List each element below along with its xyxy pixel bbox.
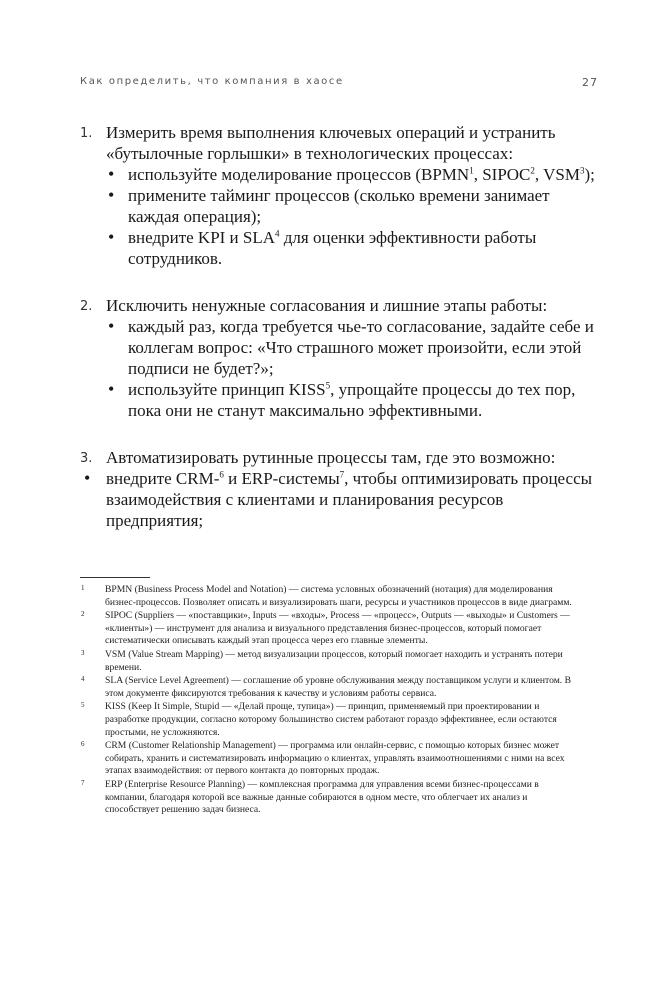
- bullet-list: [80, 316, 600, 421]
- footnote: [80, 649, 580, 674]
- list-item-text: Измерить время выполнения ключевых операций и устранить «бутылочные горлышки» в технологических процессах:: [106, 123, 556, 163]
- bullet-item: • внедрите KPI и SLA$^4$ для оценки эффективности работы сотрудников.: [80, 227, 600, 269]
- footnote: [80, 610, 580, 648]
- list-item-number: 3.: [80, 451, 93, 466]
- footnote-text: ERP (Enterprise Resource Planning) — комплексная программа для управления всеми бизнес-процессами в компании, благодаря которой все важные данные собираются в одном месте, что облегчает их анализ и способствует решению задач бизнеса.: [105, 778, 539, 816]
- main-text: [80, 122, 600, 557]
- footnote-ref: 3: [579, 165, 585, 176]
- bullet-item: • используйте моделирование процессов (BPMN$^1$, SIPOC$^2$, VSM$^3$);: [80, 164, 600, 185]
- footnote-text: BPMN (Business Process Model and Notation) — система условных обозначений (нотация) для моделирования бизнес-процессов. Позволяет описать и визуализировать шаги, ресурсы и участников процессов в виде диаграмм.: [105, 584, 572, 608]
- page-number: 27: [582, 76, 598, 89]
- list-item-text: Автоматизировать рутинные процессы там, где это возможно:: [106, 448, 556, 467]
- footnote-ref: 4: [275, 228, 280, 239]
- footnote-mark: 4: [81, 675, 85, 684]
- footnote-mark: 3: [81, 648, 85, 657]
- footnote-text: VSM (Value Stream Mapping) — метод визуализации процессов, который помогает находить и устранять потери времени.: [105, 648, 563, 673]
- footnote-mark: 5: [81, 701, 85, 710]
- footnote-text: SLA (Service Level Agreement) — соглашение об уровне обслуживания между поставщиком услуги и клиентом. В этом документе фиксируются требования к качеству и условиям работы сервиса.: [105, 675, 571, 699]
- running-title: Как определить, что компания в хаосе: [80, 76, 344, 87]
- page-header: [80, 76, 598, 92]
- list-item-text: Исключить ненужные согласования и лишние этапы работы:: [106, 296, 548, 315]
- list-item-number: 1.: [80, 126, 93, 141]
- bullet-item: • внедрите CRM-$^6$ и ERP-системы$^7$, чтобы оптимизировать процессы взаимодействия с клиентами и планирования ресурсов предприятия;: [80, 468, 600, 531]
- footnote-mark: 1: [81, 584, 85, 592]
- list-item-number: 2.: [80, 299, 93, 314]
- footnote: [80, 584, 580, 609]
- bullet-list: [80, 164, 600, 269]
- footnote-ref: 7: [339, 469, 345, 480]
- bullet-item: • примените тайминг процессов (сколько времени занимает каждая операция);: [80, 185, 600, 227]
- footnote-mark: 6: [81, 740, 85, 749]
- footnote-divider: [80, 577, 150, 578]
- list-item-heading: [80, 447, 600, 468]
- footnote-ref: 2: [530, 165, 535, 176]
- footnote-mark: 2: [81, 610, 85, 619]
- list-item: [80, 295, 600, 421]
- footnote-ref: 6: [219, 469, 224, 480]
- list-item-heading: [80, 122, 600, 164]
- footnote-ref: 1: [469, 165, 474, 176]
- footnote-mark: 7: [81, 778, 85, 787]
- list-item: [80, 447, 600, 531]
- bullet-item: • каждый раз, когда требуется чье-то согласование, задайте себе и коллегам вопрос: «Что страшного может произойти, если этой подписи не будет?»;: [80, 316, 600, 379]
- footnote: [80, 779, 580, 817]
- footnote: [80, 675, 580, 700]
- list-item-heading: [80, 295, 600, 316]
- footnotes: [80, 584, 580, 818]
- bullet-list: [80, 468, 600, 531]
- footnote-ref: 5: [325, 380, 331, 391]
- footnote-text: SIPOC (Suppliers — «поставщики», Inputs — «входы», Process — «процесс», Outputs — «выходы» и Customers — «клиенты») — инструмент для анализа и визуального представления бизнес-процессов, который помогает систематически описывать каждый этап процесса через его главные элементы.: [105, 610, 570, 647]
- footnote: [80, 701, 580, 739]
- bullet-item: • используйте принцип KISS$^5$, упрощайте процессы до тех пор, пока они не станут максимально эффективными.: [80, 379, 600, 421]
- footnote: [80, 740, 580, 778]
- footnote-text: KISS (Keep It Simple, Stupid — «Делай проще, тупица») — принцип, применяемый при проектировании и разработке продукции, согласно которому большинство систем работают гораздо эффективнее, если остаются простыми, не усложняются.: [105, 701, 557, 738]
- list-item: [80, 122, 600, 269]
- footnote-text: CRM (Customer Relationship Management) — программа или онлайн-сервис, с помощью которых бизнес может собирать, хранить и систематизировать информацию о клиентах, управлять взаимоотношениями с ними на всех этапах взаимодействия: от первого контакта до повторных продаж.: [105, 740, 565, 777]
